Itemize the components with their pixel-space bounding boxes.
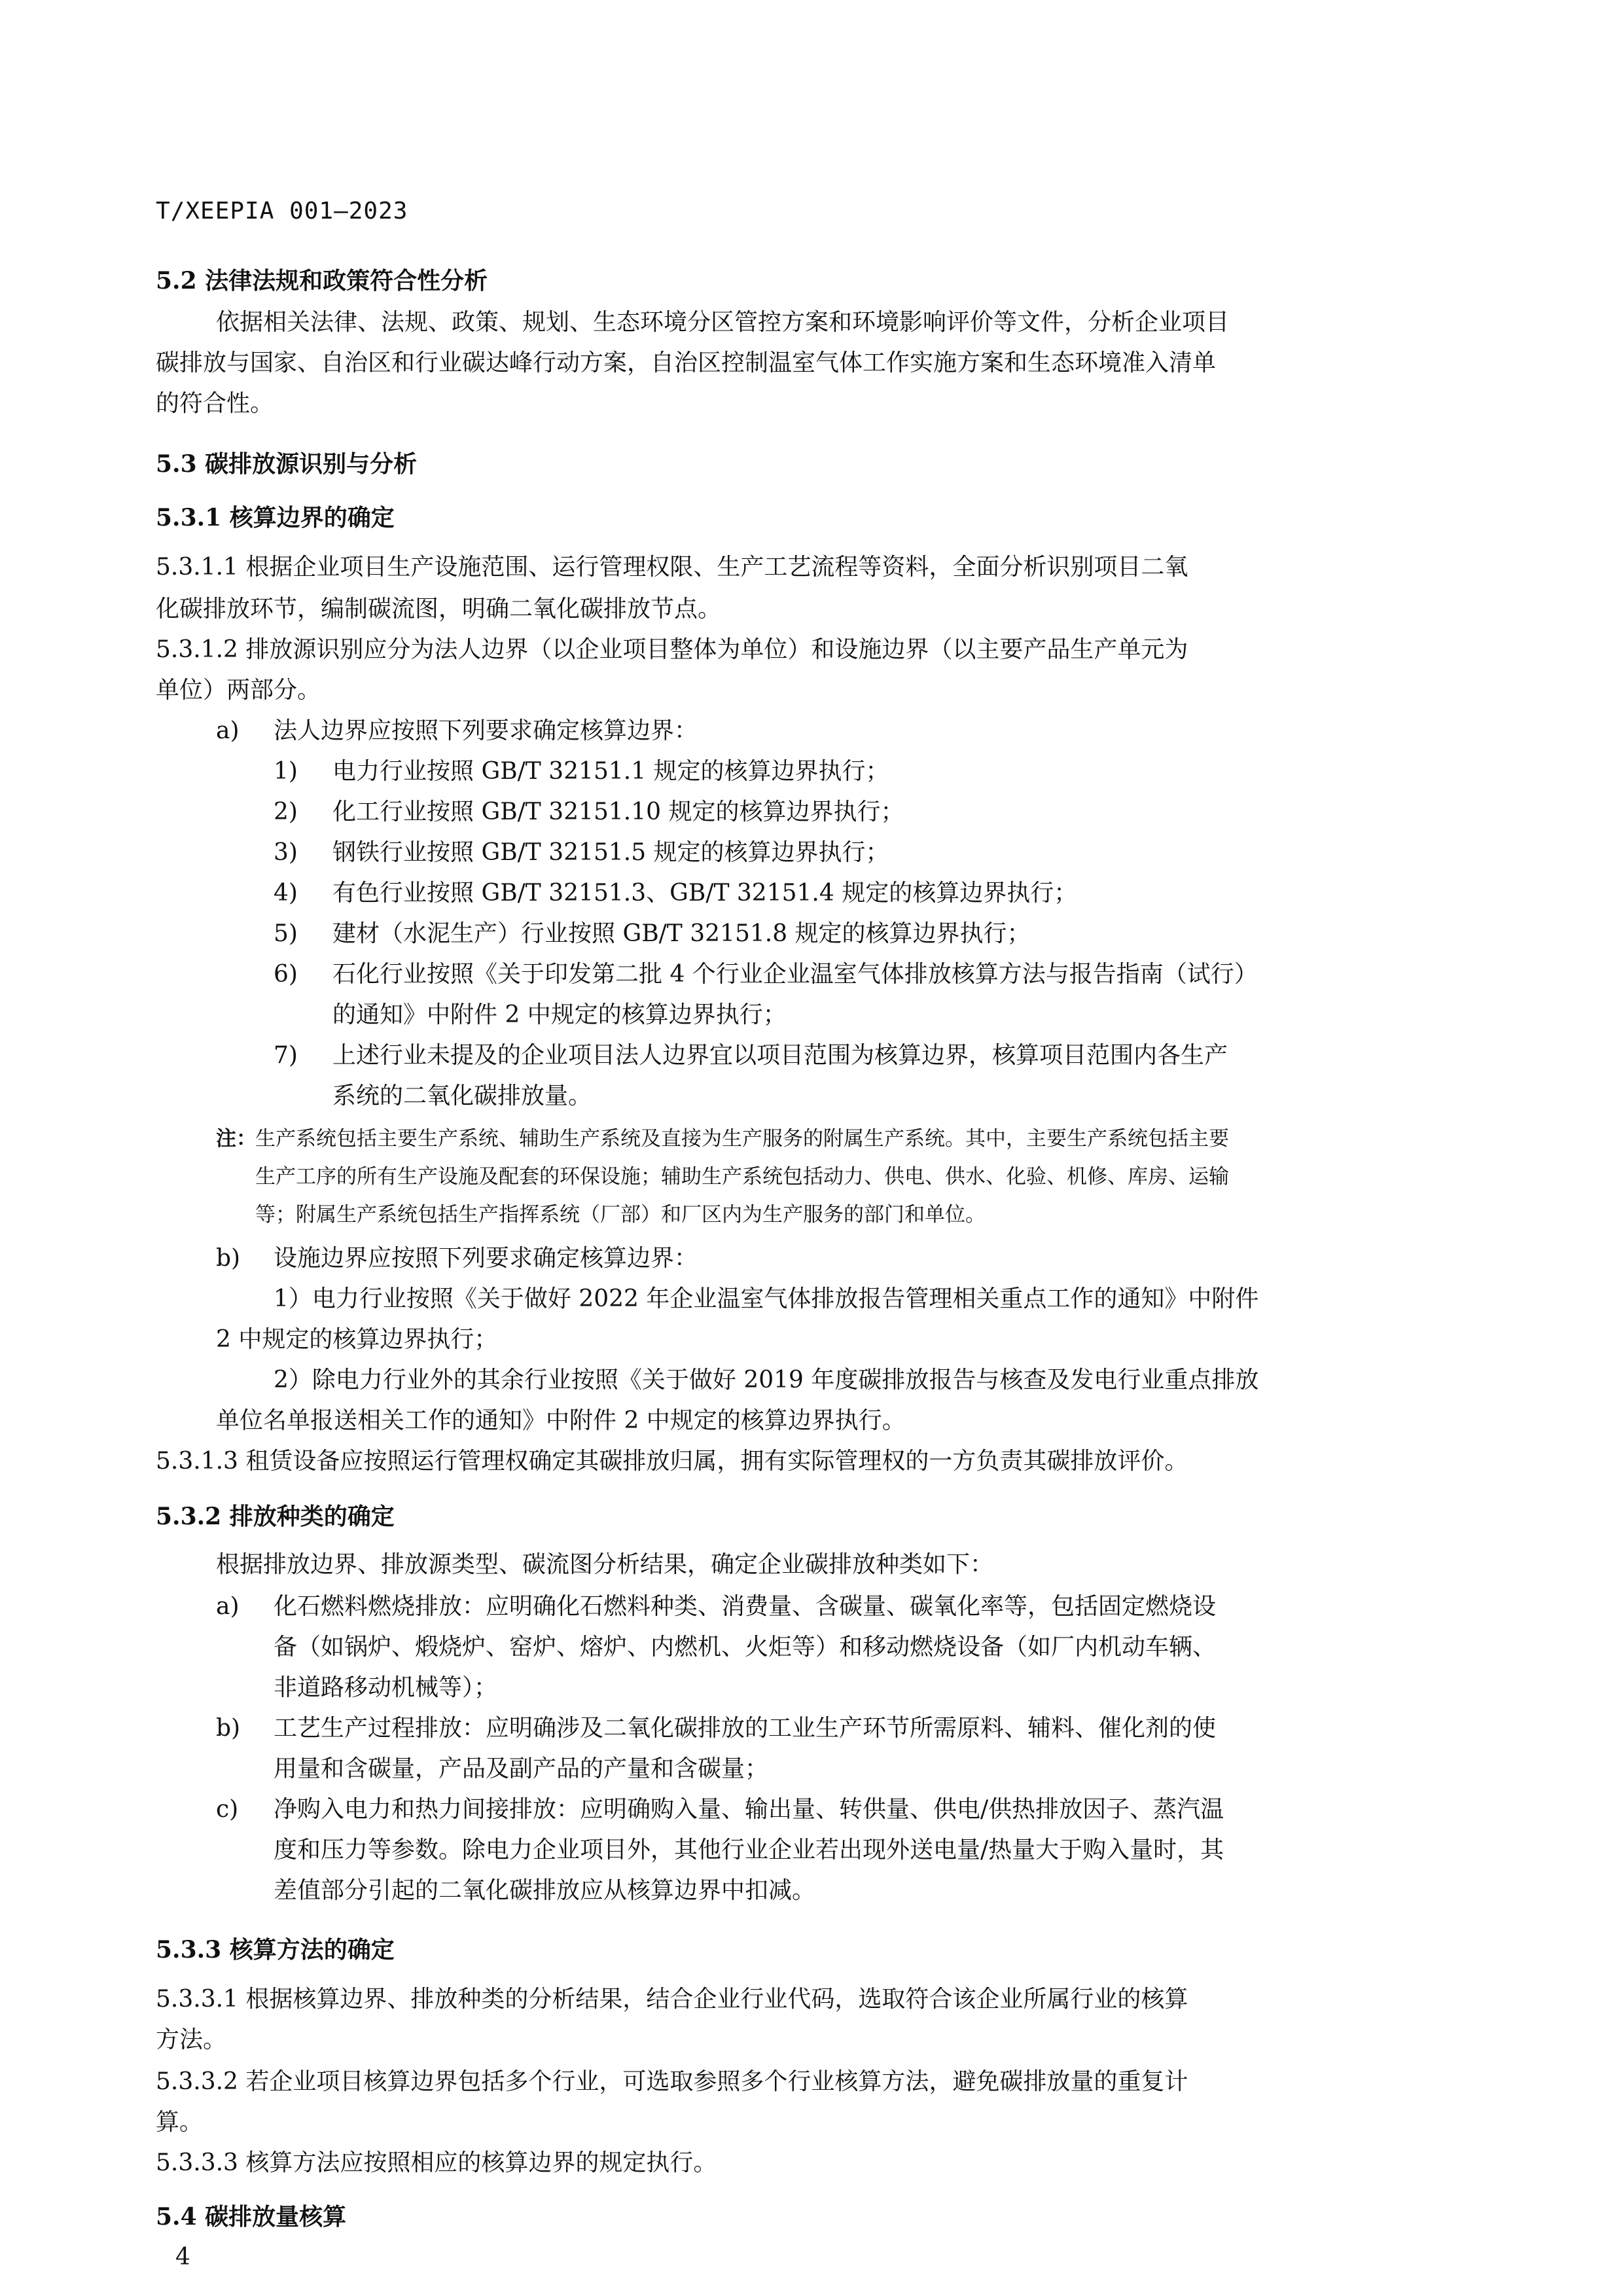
list-item-b-text: 设施边界应按照下列要求确定核算边界： [274, 1245, 698, 1272]
emission-type-a-continuation: 非道路移动机械等）； [274, 1674, 498, 1701]
facility-item-2: 2）除电力行业外的其余行业按照《关于做好 2019 年度碳排放报告与核查及发电行业重点排放 [274, 1367, 1259, 1393]
list-label-c: c) [216, 1796, 239, 1823]
facility-item-2-continuation: 单位名单报送相关工作的通知》中附件 2 中规定的核算边界执行。 [216, 1407, 906, 1434]
paragraph-line: 根据排放边界、排放源类型、碳流图分析结果，确定企业碳排放种类如下： [216, 1551, 994, 1578]
sub-item-continuation: 系统的二氧化碳排放量。 [332, 1083, 592, 1109]
note-text: 等；附属生产系统包括生产指挥系统（厂部）和厂区内为生产服务的部门和单位。 [255, 1203, 986, 1227]
sub-item-number: 5) [274, 920, 298, 947]
sub-item-number: 6) [274, 961, 298, 988]
document-code-header: T/XEEPIA 001—2023 [156, 198, 408, 224]
note-label: 注： [216, 1127, 257, 1151]
sub-item-number: 4) [274, 880, 298, 906]
note-text: 生产工序的所有生产设施及配套的环保设施；辅助生产系统包括动力、供电、供水、化验、机修、库房、运输 [255, 1165, 1229, 1189]
emission-type-c-continuation: 度和压力等参数。除电力企业项目外，其他行业企业若出现外送电量/热量大于购入量时，其 [274, 1837, 1224, 1863]
list-label-a: a) [216, 717, 240, 744]
emission-type-b-continuation: 用量和含碳量，产品及副产品的产量和含碳量； [274, 1755, 769, 1782]
paragraph-line: 的符合性。 [156, 390, 274, 417]
paragraph-line: 依据相关法律、法规、政策、规划、生态环境分区管控方案和环境影响评价等文件，分析企业项目 [216, 309, 1230, 336]
list-item-a-text: 法人边界应按照下列要求确定核算边界： [274, 717, 698, 744]
emission-type-a-continuation: 备（如锅炉、煅烧炉、窑炉、熔炉、内燃机、火炬等）和移动燃烧设备（如厂内机动车辆、 [274, 1634, 1217, 1660]
section-5-3-heading: 5.3 碳排放源识别与分析 [156, 450, 418, 478]
list-label-b: b) [216, 1715, 241, 1742]
list-label-b: b) [216, 1245, 241, 1272]
sub-item-number: 2) [274, 798, 298, 825]
emission-type-a: 化石燃料燃烧排放：应明确化石燃料种类、消费量、含碳量、碳氧化率等，包括固定燃烧设 [274, 1593, 1217, 1620]
emission-type-c-continuation: 差值部分引起的二氧化碳排放应从核算边界中扣减。 [274, 1877, 816, 1904]
facility-item-1-continuation: 2 中规定的核算边界执行； [216, 1326, 498, 1353]
sub-item-text: 钢铁行业按照 GB/T 32151.5 规定的核算边界执行； [332, 839, 889, 866]
clause-5-3-1-1: 5.3.1.1 根据企业项目生产设施范围、运行管理权限、生产工艺流程等资料，全面分析识别项目二氧 [156, 554, 1188, 581]
clause-5-3-1-3: 5.3.1.3 租赁设备应按照运行管理权确定其碳排放归属，拥有实际管理权的一方负责其碳排放评价。 [156, 1448, 1188, 1475]
section-5-2-heading: 5.2 法律法规和政策符合性分析 [156, 267, 488, 295]
clause-5-3-3-2: 5.3.3.2 若企业项目核算边界包括多个行业，可选取参照多个行业核算方法，避免碳排放量的重复计 [156, 2068, 1188, 2095]
sub-item-text: 电力行业按照 GB/T 32151.1 规定的核算边界执行； [332, 758, 889, 785]
clause-continuation: 单位）两部分。 [156, 677, 321, 704]
list-label-a: a) [216, 1593, 240, 1620]
sub-item-text: 上述行业未提及的企业项目法人边界宜以项目范围为核算边界，核算项目范围内各生产 [332, 1042, 1228, 1069]
sub-item-number: 3) [274, 839, 298, 866]
sub-item-text: 石化行业按照《关于印发第二批 4 个行业企业温室气体排放核算方法与报告指南（试行） [332, 961, 1258, 988]
paragraph-line: 碳排放与国家、自治区和行业碳达峰行动方案，自治区控制温室气体工作实施方案和生态环境准入清单 [156, 350, 1217, 376]
clause-5-3-3-1: 5.3.3.1 根据核算边界、排放种类的分析结果，结合企业行业代码，选取符合该企业所属行业的核算 [156, 1986, 1188, 2013]
sub-item-number: 1) [274, 758, 298, 785]
clause-5-3-3-3: 5.3.3.3 核算方法应按照相应的核算边界的规定执行。 [156, 2149, 717, 2176]
sub-item-text: 化工行业按照 GB/T 32151.10 规定的核算边界执行； [332, 798, 904, 825]
section-5-3-1-heading: 5.3.1 核算边界的确定 [156, 504, 395, 531]
page-number: 4 [175, 2244, 190, 2270]
emission-type-b: 工艺生产过程排放：应明确涉及二氧化碳排放的工业生产环节所需原料、辅料、催化剂的使 [274, 1715, 1217, 1742]
sub-item-text: 建材（水泥生产）行业按照 GB/T 32151.8 规定的核算边界执行； [332, 920, 1031, 947]
sub-item-number: 7) [274, 1042, 298, 1069]
clause-5-3-1-2: 5.3.1.2 排放源识别应分为法人边界（以企业项目整体为单位）和设施边界（以主要产品生产单元为 [156, 636, 1188, 663]
clause-continuation: 化碳排放环节，编制碳流图，明确二氧化碳排放节点。 [156, 596, 722, 622]
sub-item-continuation: 的通知》中附件 2 中规定的核算边界执行； [332, 1001, 787, 1028]
sub-item-text: 有色行业按照 GB/T 32151.3、GB/T 32151.4 规定的核算边界执行； [332, 880, 1078, 906]
section-5-3-3-heading: 5.3.3 核算方法的确定 [156, 1936, 395, 1964]
section-5-3-2-heading: 5.3.2 排放种类的确定 [156, 1503, 395, 1530]
clause-continuation: 方法。 [156, 2026, 227, 2053]
clause-continuation: 算。 [156, 2109, 204, 2136]
emission-type-c: 净购入电力和热力间接排放：应明确购入量、输出量、转供量、供电/供热排放因子、蒸汽温 [274, 1796, 1224, 1823]
section-5-4-heading: 5.4 碳排放量核算 [156, 2203, 347, 2231]
note-text: 生产系统包括主要生产系统、辅助生产系统及直接为生产服务的附属生产系统。其中，主要生产系统包括主要 [255, 1127, 1229, 1151]
facility-item-1: 1）电力行业按照《关于做好 2022 年企业温室气体排放报告管理相关重点工作的通知》中附件 [274, 1285, 1259, 1312]
